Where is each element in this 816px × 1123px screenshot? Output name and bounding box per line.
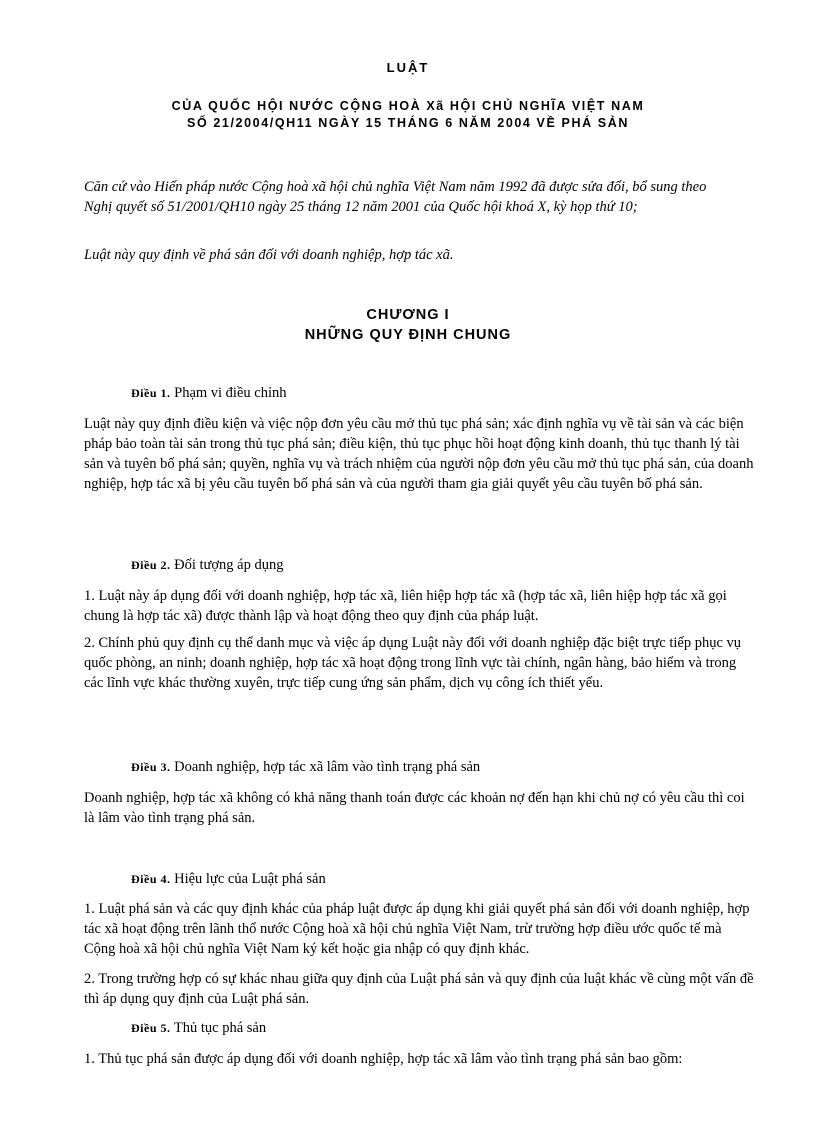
article-2-heading <box>131 555 284 575</box>
preamble-legal-basis: Căn cứ vào Hiến pháp nước Cộng hoà xã hội chủ nghĩa Việt Nam năm 1992 đã được sửa đổi, bổ sung theo Nghị quyết số 51/2001/QH10 ngày 25 tháng 12 năm 2001 của Quốc hội khoá X, kỳ họp thứ 10; <box>84 179 707 215</box>
subtitle-line-2: SỐ 21/2004/QH11 NGÀY 15 THÁNG 6 NĂM 2004 VỀ PHÁ SẢN <box>187 116 629 130</box>
article-4-paragraph-2: 2. Trong trường hợp có sự khác nhau giữa quy định của Luật phá sản và quy định của luật khác về cùng một vấn đề thì áp dụng quy định của Luật phá sản. <box>84 971 754 1007</box>
article-5-heading <box>131 1018 266 1038</box>
document-title: LUẬT <box>386 60 430 75</box>
article-1-paragraph-1: Luật này quy định điều kiện và việc nộp đơn yêu cầu mở thủ tục phá sản; xác định nghĩa vụ về tài sản và các biện pháp bảo toàn tài sản trong thủ tục phá sản; điều kiện, thủ tục phục hồi hoạt động kinh doanh, thủ tục thanh lý tài sản và tuyên bố phá sản; quyền, nghĩa vụ và trách nhiệm của người nộp đơn yêu cầu mở thủ tục phá sản, của doanh nghiệp, hợp tác xã bị yêu cầu tuyên bố phá sản và của người tham gia giải quyết yêu cầu tuyên bố phá sản. <box>84 416 754 492</box>
article-label: Điều 4. <box>131 872 171 886</box>
article-3-paragraph-1: Doanh nghiệp, hợp tác xã không có khả năng thanh toán được các khoản nợ đến hạn khi chủ nợ có yêu cầu thì coi là lâm vào tình trạng phá sản. <box>84 790 745 826</box>
preamble-scope: Luật này quy định về phá sản đối với doanh nghiệp, hợp tác xã. <box>84 247 454 263</box>
article-1-heading <box>131 383 287 403</box>
article-title: Phạm vi điều chỉnh <box>174 385 287 401</box>
article-title: Thủ tục phá sản <box>173 1020 267 1036</box>
subtitle-line-1: CỦA QUỐC HỘI NƯỚC CỘNG HOÀ Xã HỘI CHỦ NGHĨA VIỆT NAM <box>171 99 645 113</box>
article-title: Doanh nghiệp, hợp tác xã lâm vào tình trạng phá sản <box>174 759 481 775</box>
article-label: Điều 5. <box>131 1021 171 1035</box>
article-label: Điều 2. <box>131 558 171 572</box>
document-subtitle <box>0 98 816 132</box>
article-2-paragraph-1: 1. Luật này áp dụng đối với doanh nghiệp, hợp tác xã, liên hiệp hợp tác xã (hợp tác xã, liên hiệp hợp tác xã gọi chung là hợp tác xã) được thành lập và hoạt động theo quy định của pháp luật. <box>84 588 727 624</box>
article-label: Điều 3. <box>131 760 171 774</box>
chapter-title: NHỮNG QUY ĐỊNH CHUNG <box>304 327 512 343</box>
chapter-heading <box>0 305 816 345</box>
article-label: Điều 1. <box>131 386 171 400</box>
chapter-number: CHƯƠNG I <box>366 307 450 323</box>
article-4-paragraph-1: 1. Luật phá sản và các quy định khác của pháp luật được áp dụng khi giải quyết phá sản đối với doanh nghiệp, hợp tác xã hoạt động trên lãnh thổ nước Cộng hoà xã hội chủ nghĩa Việt Nam, trừ trường hợp điều ước quốc tế mà Cộng hoà xã hội chủ nghĩa Việt Nam ký kết hoặc gia nhập có quy định khác. <box>84 901 750 957</box>
article-title: Đối tượng áp dụng <box>174 557 284 573</box>
article-4-heading <box>131 869 326 889</box>
article-2-paragraph-2: 2. Chính phủ quy định cụ thể danh mục và việc áp dụng Luật này đối với doanh nghiệp đặc biệt trực tiếp phục vụ quốc phòng, an ninh; doanh nghiệp, hợp tác xã hoạt động trong lĩnh vực tài chính, ngân hàng, bảo hiểm và trong các lĩnh vực khác thường xuyên, trực tiếp cung ứng sản phẩm, dịch vụ công ích thiết yếu. <box>84 635 742 691</box>
article-title: Hiệu lực của Luật phá sản <box>174 871 326 887</box>
article-5-paragraph-1: 1. Thủ tục phá sản được áp dụng đối với doanh nghiệp, hợp tác xã lâm vào tình trạng phá sản bao gồm: <box>84 1051 683 1067</box>
article-3-heading <box>131 757 480 777</box>
